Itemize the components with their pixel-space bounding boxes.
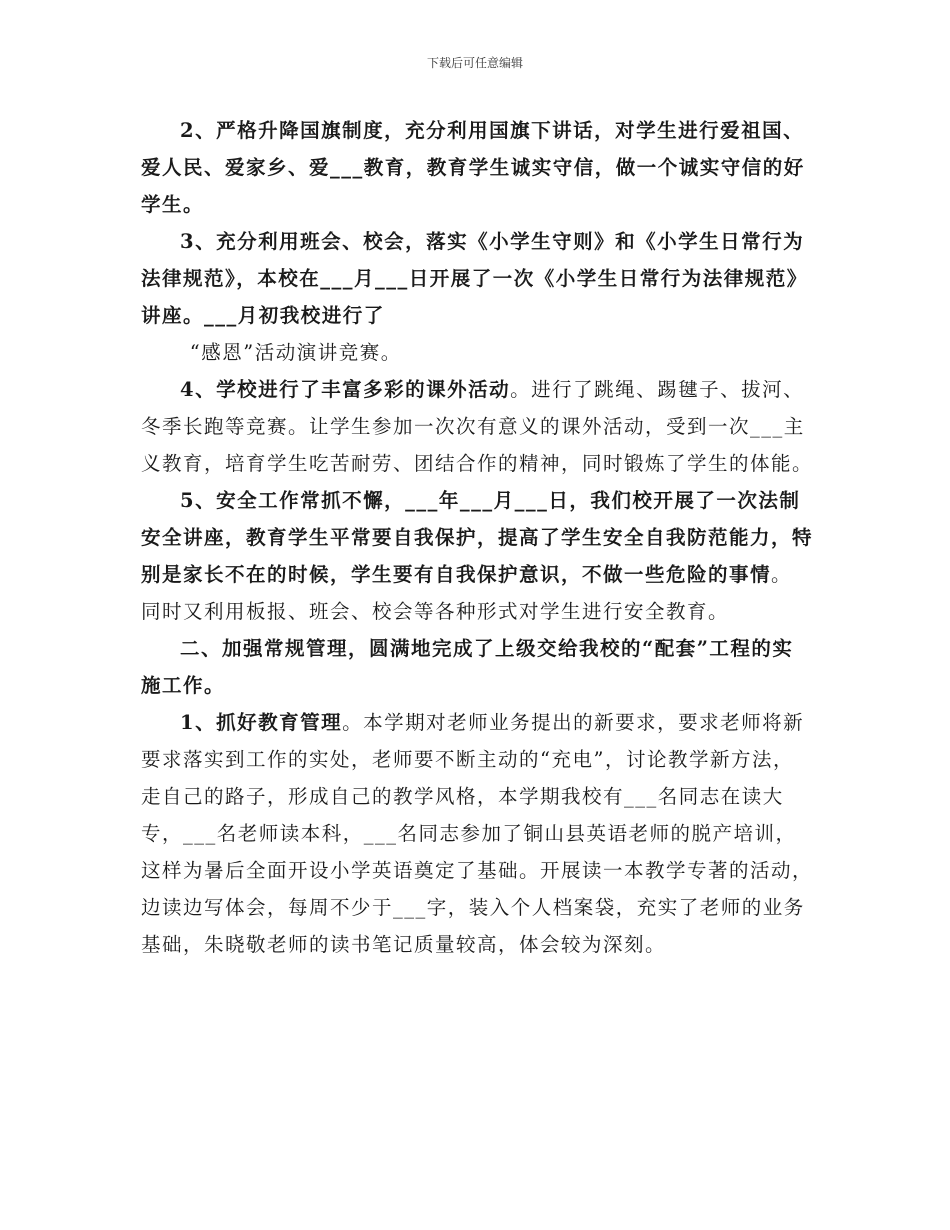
paragraph-4 bbox=[141, 371, 813, 482]
page-header: 下载后可任意编辑 bbox=[426, 56, 523, 70]
paragraph-7-bold: 1、抓好教育管理 bbox=[180, 711, 343, 734]
section-heading-2-bold: 二、加强常规管理，圆满地完成了上级交给我校的“配套”工程的实施工作。 bbox=[141, 637, 794, 697]
paragraph-2-bold: 3、充分利用班会、校会，落实《小学生守则》和《小学生日常行为法律规范》，本校在___月___日开展了一次《小学生日常行为法律规范》讲座。___月初我校进行了 bbox=[141, 230, 808, 327]
paragraph-1-bold: 2、严格升降国旗制度，充分利用国旗下讲话，对学生进行爱祖国、爱人民、爱家乡、爱___教育，教育学生诚实守信，做一个诚实守信的好学生。 bbox=[141, 119, 805, 216]
section-heading-2 bbox=[141, 630, 813, 704]
paragraph-5 bbox=[141, 482, 813, 630]
paragraph-2 bbox=[141, 223, 813, 334]
paragraph-3-normal: “感恩”活动演讲竞赛。 bbox=[189, 341, 402, 364]
paragraph-1 bbox=[141, 112, 813, 223]
paragraph-4-normal: 。进行了跳绳、踢毽子、拔河、冬季长跑等竞赛。让学生参加一次次有意义的课外活动，受到一次___主义教育，培育学生吃苦耐劳、团结合作的精神，同时锻炼了学生的体能。 bbox=[141, 378, 814, 475]
paragraph-4-bold: 4、学校进行了丰富多彩的课外活动 bbox=[180, 378, 511, 401]
document-body bbox=[141, 112, 813, 963]
paragraph-7 bbox=[141, 704, 813, 963]
paragraph-5-bold: 5、安全工作常抓不懈，___年___月___日，我们校开展了一次法制安全讲座，教育学生平常要自我保护，提高了学生安全自我防范能力，特别是家长不在的时候，学生要有自我保护意识，不做一些危险的事情 bbox=[141, 489, 814, 586]
paragraph-3 bbox=[141, 334, 813, 371]
paragraph-7-normal: 。本学期对老师业务提出的新要求，要求老师将新要求落实到工作的实处，老师要不断主动的“充电”，讨论教学新方法，走自己的路子，形成自己的教学风格，本学期我校有___名同志在读大专，___名老师读本科，___名同志参加了铜山县英语老师的脱产培训，这样为暑后全面开设小学英语奠定了基础。开展读一本教学专著的活动，边读边写体会，每周不少于___字，装入个人档案袋，充实了老师的业务基础，朱晓敬老师的读书笔记质量较高，体会较为深刻。 bbox=[141, 711, 814, 956]
paragraph-5-normal: 。同时又利用板报、班会、校会等各种形式对学生进行安全教育。 bbox=[141, 563, 793, 623]
